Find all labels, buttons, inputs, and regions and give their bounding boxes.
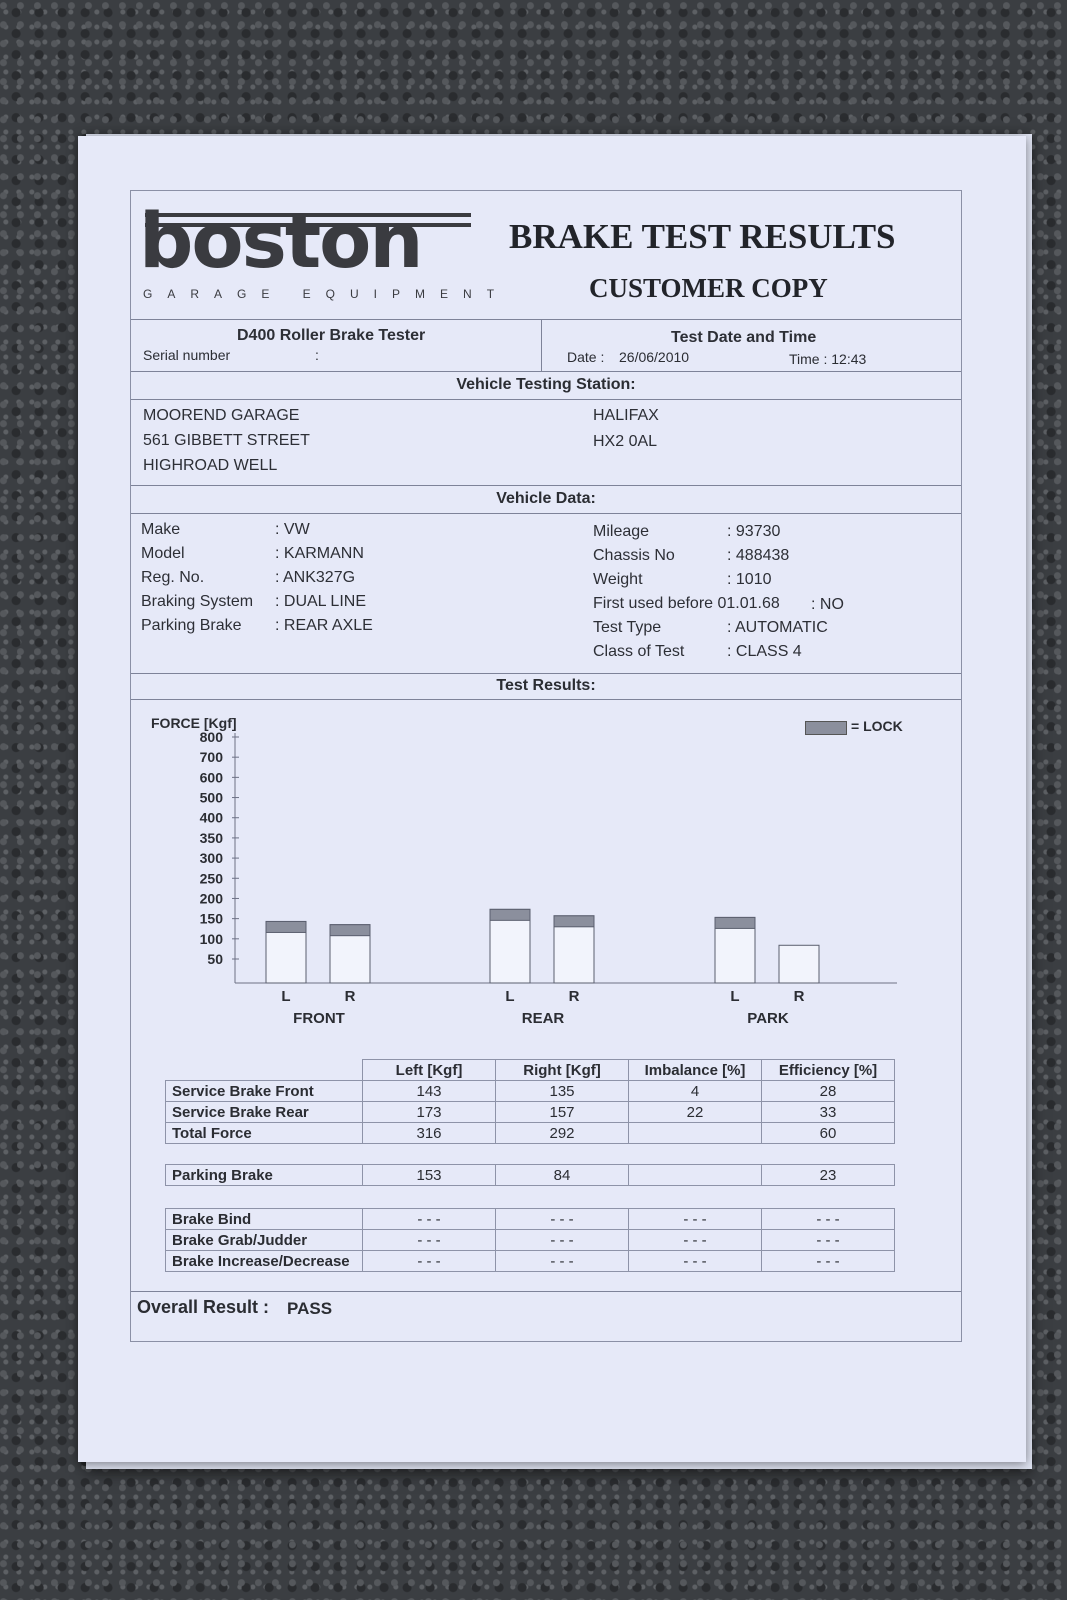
lock-marker	[554, 916, 594, 927]
cell: 4	[629, 1081, 762, 1102]
weight-value: : 1010	[727, 571, 772, 588]
station-line: 561 GIBBETT STREET	[143, 432, 310, 449]
row-label: Brake Increase/Decrease	[166, 1251, 363, 1272]
brake-force-chart	[141, 701, 951, 1051]
station-heading: Vehicle Testing Station:	[456, 376, 636, 393]
logo-subtitle: GARAGE EQUIPMENT	[143, 287, 510, 301]
cell: 143	[363, 1081, 496, 1102]
table-row	[166, 1209, 895, 1230]
brake-test-form	[130, 190, 962, 1342]
cell: - - -	[496, 1230, 629, 1251]
col-left-header: Left [Kgf]	[363, 1060, 496, 1081]
cell: - - -	[762, 1230, 895, 1251]
group-label: REAR	[521, 1010, 565, 1027]
y-tick-label: 400	[199, 809, 223, 826]
chassis-value: : 488438	[727, 547, 790, 564]
bar-label: R	[568, 988, 580, 1005]
cell: 135	[496, 1081, 629, 1102]
cell: 22	[629, 1102, 762, 1123]
parking-brake-table	[165, 1164, 895, 1186]
parking-brake-value: : REAR AXLE	[275, 617, 373, 634]
serial-label: Serial number	[143, 347, 231, 363]
cell: 153	[363, 1165, 496, 1186]
cell: 173	[363, 1102, 496, 1123]
lock-marker	[266, 921, 306, 932]
table-corner	[166, 1060, 363, 1081]
cell: - - -	[496, 1251, 629, 1272]
y-tick-label: 500	[199, 789, 223, 806]
serial-value: :	[315, 347, 319, 363]
mileage-label: Mileage	[593, 523, 650, 540]
tester-model: D400 Roller Brake Tester	[237, 327, 426, 344]
y-tick-label: 300	[199, 850, 223, 867]
model-value: : KARMANN	[275, 545, 364, 562]
divider	[131, 513, 961, 514]
cell: - - -	[629, 1230, 762, 1251]
lock-marker	[490, 909, 530, 920]
divider	[131, 319, 961, 320]
station-line: HALIFAX	[593, 407, 659, 424]
cell: 316	[363, 1123, 496, 1144]
row-label: Parking Brake	[166, 1165, 363, 1186]
cell: - - -	[496, 1209, 629, 1230]
table-row	[166, 1102, 895, 1123]
row-label: Brake Bind	[166, 1209, 363, 1230]
row-label: Service Brake Rear	[166, 1102, 363, 1123]
cell: 84	[496, 1165, 629, 1186]
divider	[131, 371, 961, 372]
cell: - - -	[363, 1209, 496, 1230]
y-tick-label: 200	[199, 890, 223, 907]
cell: 60	[762, 1123, 895, 1144]
row-label: Service Brake Front	[166, 1081, 363, 1102]
reg-label: Reg. No.	[141, 569, 205, 586]
weight-label: Weight	[593, 571, 643, 588]
document-page	[78, 136, 1026, 1462]
datetime-label: Test Date and Time	[671, 329, 817, 346]
y-tick-label: 250	[199, 870, 223, 887]
col-right-header: Right [Kgf]	[496, 1060, 629, 1081]
mileage-value: : 93730	[727, 523, 781, 540]
bar	[779, 945, 819, 983]
cell: 28	[762, 1081, 895, 1102]
cell: 157	[496, 1102, 629, 1123]
y-tick-label: 700	[199, 749, 223, 766]
cell: 23	[762, 1165, 895, 1186]
col-efficiency-header: Efficiency [%]	[762, 1060, 895, 1081]
overall-result-value: PASS	[287, 1299, 333, 1318]
date-label: Date :	[567, 349, 605, 365]
cell	[629, 1123, 762, 1144]
cell: 292	[496, 1123, 629, 1144]
lock-legend-label: = LOCK	[851, 718, 903, 734]
braking-system-label: Braking System	[141, 593, 254, 610]
parking-brake-label: Parking Brake	[141, 617, 242, 634]
col-imbalance-header: Imbalance [%]	[629, 1060, 762, 1081]
divider	[131, 485, 961, 486]
cell: - - -	[762, 1251, 895, 1272]
model-label: Model	[141, 545, 185, 562]
results-heading: Test Results:	[496, 677, 596, 694]
vehicle-heading: Vehicle Data:	[496, 490, 596, 507]
overall-result-label: Overall Result :	[137, 1297, 270, 1317]
divider	[131, 1291, 961, 1292]
group-label: PARK	[747, 1010, 789, 1027]
brake-checks-table	[165, 1208, 895, 1272]
y-tick-label: 50	[207, 951, 223, 967]
table-row	[166, 1230, 895, 1251]
cell: - - -	[629, 1251, 762, 1272]
group-label: FRONT	[293, 1010, 345, 1027]
divider	[131, 399, 961, 400]
y-tick-label: 350	[199, 829, 223, 846]
make-label: Make	[141, 521, 181, 538]
divider	[541, 319, 542, 371]
first-used-label: First used before 01.01.68	[593, 595, 780, 612]
y-tick-label: 100	[199, 930, 223, 947]
lock-marker	[330, 925, 370, 936]
cell: - - -	[363, 1230, 496, 1251]
bar-label: R	[793, 988, 805, 1005]
y-tick-label: 150	[199, 910, 223, 927]
test-type-value: : AUTOMATIC	[727, 619, 828, 636]
table-row	[166, 1123, 895, 1144]
boston-logo: boston	[139, 196, 422, 285]
table-row	[166, 1251, 895, 1272]
row-label: Total Force	[166, 1123, 363, 1144]
braking-system-value: : DUAL LINE	[275, 593, 366, 610]
cell: - - -	[363, 1251, 496, 1272]
chart-ylabel: FORCE [Kgf]	[151, 715, 237, 731]
bar-label: L	[281, 988, 291, 1005]
bar-label: L	[730, 988, 740, 1005]
chassis-label: Chassis No	[593, 547, 675, 564]
class-value: : CLASS 4	[727, 643, 802, 660]
cell: 33	[762, 1102, 895, 1123]
test-type-label: Test Type	[593, 619, 662, 636]
table-row	[166, 1165, 895, 1186]
divider	[131, 673, 961, 674]
document-title: BRAKE TEST RESULTS	[509, 217, 896, 256]
table-row	[166, 1081, 895, 1102]
station-line: HX2 0AL	[593, 433, 658, 450]
first-used-value: : NO	[811, 596, 844, 613]
y-tick-label: 800	[199, 729, 223, 745]
class-label: Class of Test	[593, 643, 685, 660]
make-value: : VW	[275, 521, 310, 538]
bar-label: L	[505, 988, 515, 1005]
row-label: Brake Grab/Judder	[166, 1230, 363, 1251]
cell: - - -	[762, 1209, 895, 1230]
reg-value: : ANK327G	[275, 569, 356, 586]
time-value: Time : 12:43	[789, 351, 867, 367]
cell: - - -	[629, 1209, 762, 1230]
document-subtitle: CUSTOMER COPY	[589, 273, 828, 303]
y-tick-label: 600	[199, 769, 223, 786]
service-brake-table	[165, 1059, 895, 1144]
date-value: 26/06/2010	[619, 349, 690, 365]
cell	[629, 1165, 762, 1186]
bar-label: R	[344, 988, 356, 1005]
lock-marker	[715, 917, 755, 928]
station-line: HIGHROAD WELL	[143, 457, 278, 474]
station-line: MOOREND GARAGE	[143, 407, 300, 424]
chart-plot	[141, 701, 951, 1051]
divider	[131, 699, 961, 700]
